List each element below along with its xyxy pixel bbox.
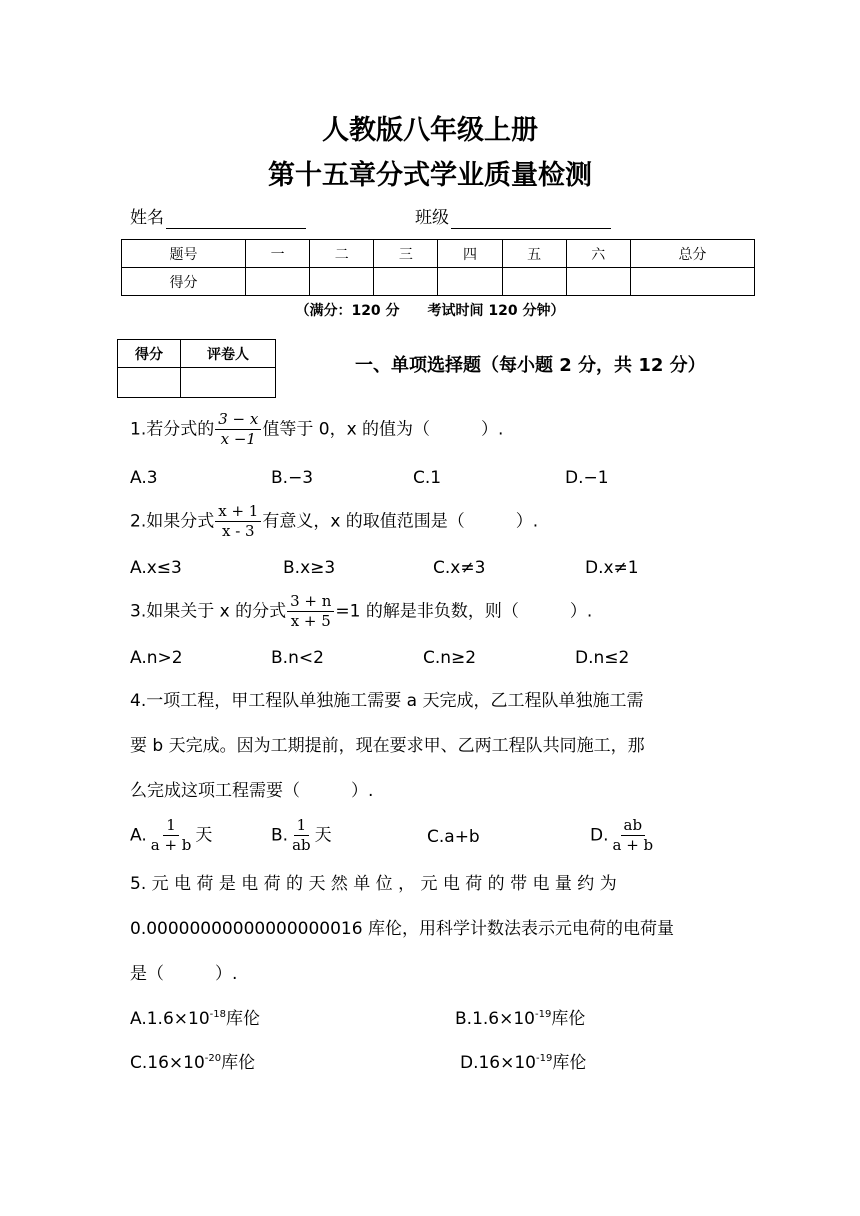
score-cell[interactable] xyxy=(438,268,502,296)
fraction-numerator: 1 xyxy=(294,816,310,836)
score-header-cell: 五 xyxy=(502,240,566,268)
score-cell[interactable] xyxy=(630,268,754,296)
score-cell[interactable] xyxy=(310,268,374,296)
fraction-denominator: x - 3 xyxy=(221,522,255,540)
q4-option-a[interactable] xyxy=(130,816,212,855)
q4-option-b[interactable] xyxy=(271,816,332,855)
grader-name-cell[interactable] xyxy=(181,368,276,398)
fraction-numerator: 3 + n xyxy=(287,592,334,612)
score-cell[interactable] xyxy=(374,268,438,296)
fraction-denominator: x −1 xyxy=(220,430,256,448)
score-header-cell: 六 xyxy=(566,240,630,268)
option-unit: 库伦 xyxy=(551,1009,586,1029)
q2-option-b[interactable]: B.x≥3 xyxy=(283,558,336,578)
exam-info: （满分：120 分 考试时间 120 分钟） xyxy=(295,303,565,319)
exponent: -20 xyxy=(204,1053,222,1064)
fraction xyxy=(287,592,334,631)
grader-score-cell[interactable] xyxy=(118,368,181,398)
question-3 xyxy=(130,592,592,631)
fraction xyxy=(610,816,657,855)
question-1 xyxy=(130,410,503,449)
fraction xyxy=(289,816,314,855)
fraction xyxy=(148,816,195,855)
q5-option-b[interactable] xyxy=(455,1008,585,1030)
question-4-line-2: 要 b 天完成。因为工期提前，现在要求甲、乙两工程队共同施工，那 xyxy=(130,736,645,756)
score-cell[interactable] xyxy=(246,268,310,296)
grader-box xyxy=(117,339,276,398)
score-cell[interactable] xyxy=(566,268,630,296)
fraction xyxy=(215,502,261,541)
score-header-cell: 二 xyxy=(310,240,374,268)
score-header-cell: 总分 xyxy=(630,240,754,268)
exponent: -19 xyxy=(534,1009,552,1020)
class-field[interactable] xyxy=(415,207,611,229)
option-unit: 天 xyxy=(195,825,213,846)
name-field[interactable] xyxy=(130,207,306,229)
exponent: -19 xyxy=(536,1053,553,1064)
q4-option-c[interactable]: C.a+b xyxy=(427,827,480,847)
fraction-denominator: ab xyxy=(292,836,311,854)
score-header-cell: 一 xyxy=(246,240,310,268)
score-header-cell: 四 xyxy=(438,240,502,268)
question-2 xyxy=(130,502,538,541)
fraction xyxy=(215,410,261,449)
q4-option-d[interactable] xyxy=(590,816,657,855)
q5-option-d[interactable] xyxy=(460,1052,586,1074)
option-text: B.1.6×10 xyxy=(455,1009,535,1029)
q5-option-a[interactable] xyxy=(130,1008,260,1030)
q1-option-a[interactable]: A.3 xyxy=(130,468,158,488)
fraction-numerator: ab xyxy=(621,816,646,836)
score-cell[interactable] xyxy=(502,268,566,296)
q3-option-b[interactable]: B.n<2 xyxy=(271,648,324,668)
q1-option-b[interactable]: B.−3 xyxy=(271,468,314,488)
name-blank[interactable] xyxy=(166,210,306,229)
q2-option-a[interactable]: A.x≤3 xyxy=(130,558,182,578)
exponent: -18 xyxy=(209,1009,226,1020)
class-label: 班级 xyxy=(415,208,449,228)
q2-option-d[interactable]: D.x≠1 xyxy=(585,558,639,578)
question-text: 2.如果分式 xyxy=(130,511,215,532)
option-text: A.1.6×10 xyxy=(130,1009,210,1029)
question-5-line-3: 是（ ）. xyxy=(130,964,238,984)
section-title: 一、单项选择题（每小题 2 分，共 12 分） xyxy=(355,355,706,376)
question-text: 1.若分式的 xyxy=(130,419,215,440)
option-text: D.16×10 xyxy=(460,1053,537,1073)
option-unit: 天 xyxy=(314,825,332,846)
option-label: B. xyxy=(271,825,289,846)
name-label: 姓名 xyxy=(130,208,164,228)
question-4-line-3: 么完成这项工程需要（ ）. xyxy=(130,781,374,801)
q1-option-d[interactable]: D.−1 xyxy=(565,468,609,488)
score-header-row xyxy=(122,240,755,268)
page-title: 人教版八年级上册 xyxy=(322,115,538,146)
score-row-label: 得分 xyxy=(122,268,246,296)
option-label: D. xyxy=(590,825,609,846)
fraction-numerator: 1 xyxy=(163,816,179,836)
question-text: =1 的解是非负数，则（ ）. xyxy=(335,601,593,622)
q2-option-c[interactable]: C.x≠3 xyxy=(433,558,486,578)
option-text: C.16×10 xyxy=(130,1053,205,1073)
option-unit: 库伦 xyxy=(226,1009,260,1029)
fraction-denominator: a + b xyxy=(150,836,192,854)
question-5-line-1: 5. 元 电 荷 是 电 荷 的 天 然 单 位 ， 元 电 荷 的 带 电 量 约 为 xyxy=(130,874,617,894)
score-header-cell: 三 xyxy=(374,240,438,268)
score-header-cell: 题号 xyxy=(122,240,246,268)
option-unit: 库伦 xyxy=(221,1053,256,1073)
fraction-numerator: 3 − x xyxy=(215,410,261,430)
page-subtitle: 第十五章分式学业质量检测 xyxy=(268,160,592,191)
question-text: 3.如果关于 x 的分式 xyxy=(130,601,287,622)
q5-option-c[interactable] xyxy=(130,1052,255,1074)
class-blank[interactable] xyxy=(451,210,611,229)
q3-option-c[interactable]: C.n≥2 xyxy=(423,648,477,668)
fraction-denominator: x + 5 xyxy=(290,612,331,630)
score-table xyxy=(121,239,755,296)
fraction-denominator: a + b xyxy=(612,836,654,854)
grader-name-header: 评卷人 xyxy=(181,340,276,368)
fraction-numerator: x + 1 xyxy=(215,502,261,522)
question-text: 值等于 0，x 的值为（ ）. xyxy=(262,419,504,440)
grader-score-header: 得分 xyxy=(118,340,181,368)
q1-option-c[interactable]: C.1 xyxy=(413,468,442,488)
q3-option-d[interactable]: D.n≤2 xyxy=(575,648,630,668)
question-5-line-2: 0.00000000000000000016 库伦，用科学计数法表示元电荷的电荷量 xyxy=(130,919,674,939)
score-value-row xyxy=(122,268,755,296)
option-label: A. xyxy=(130,825,147,846)
q3-option-a[interactable]: A.n>2 xyxy=(130,648,183,668)
question-text: 有意义，x 的取值范围是（ ）. xyxy=(262,511,539,532)
question-4-line-1: 4.一项工程，甲工程队单独施工需要 a 天完成，乙工程队单独施工需 xyxy=(130,691,644,711)
option-unit: 库伦 xyxy=(552,1053,587,1073)
